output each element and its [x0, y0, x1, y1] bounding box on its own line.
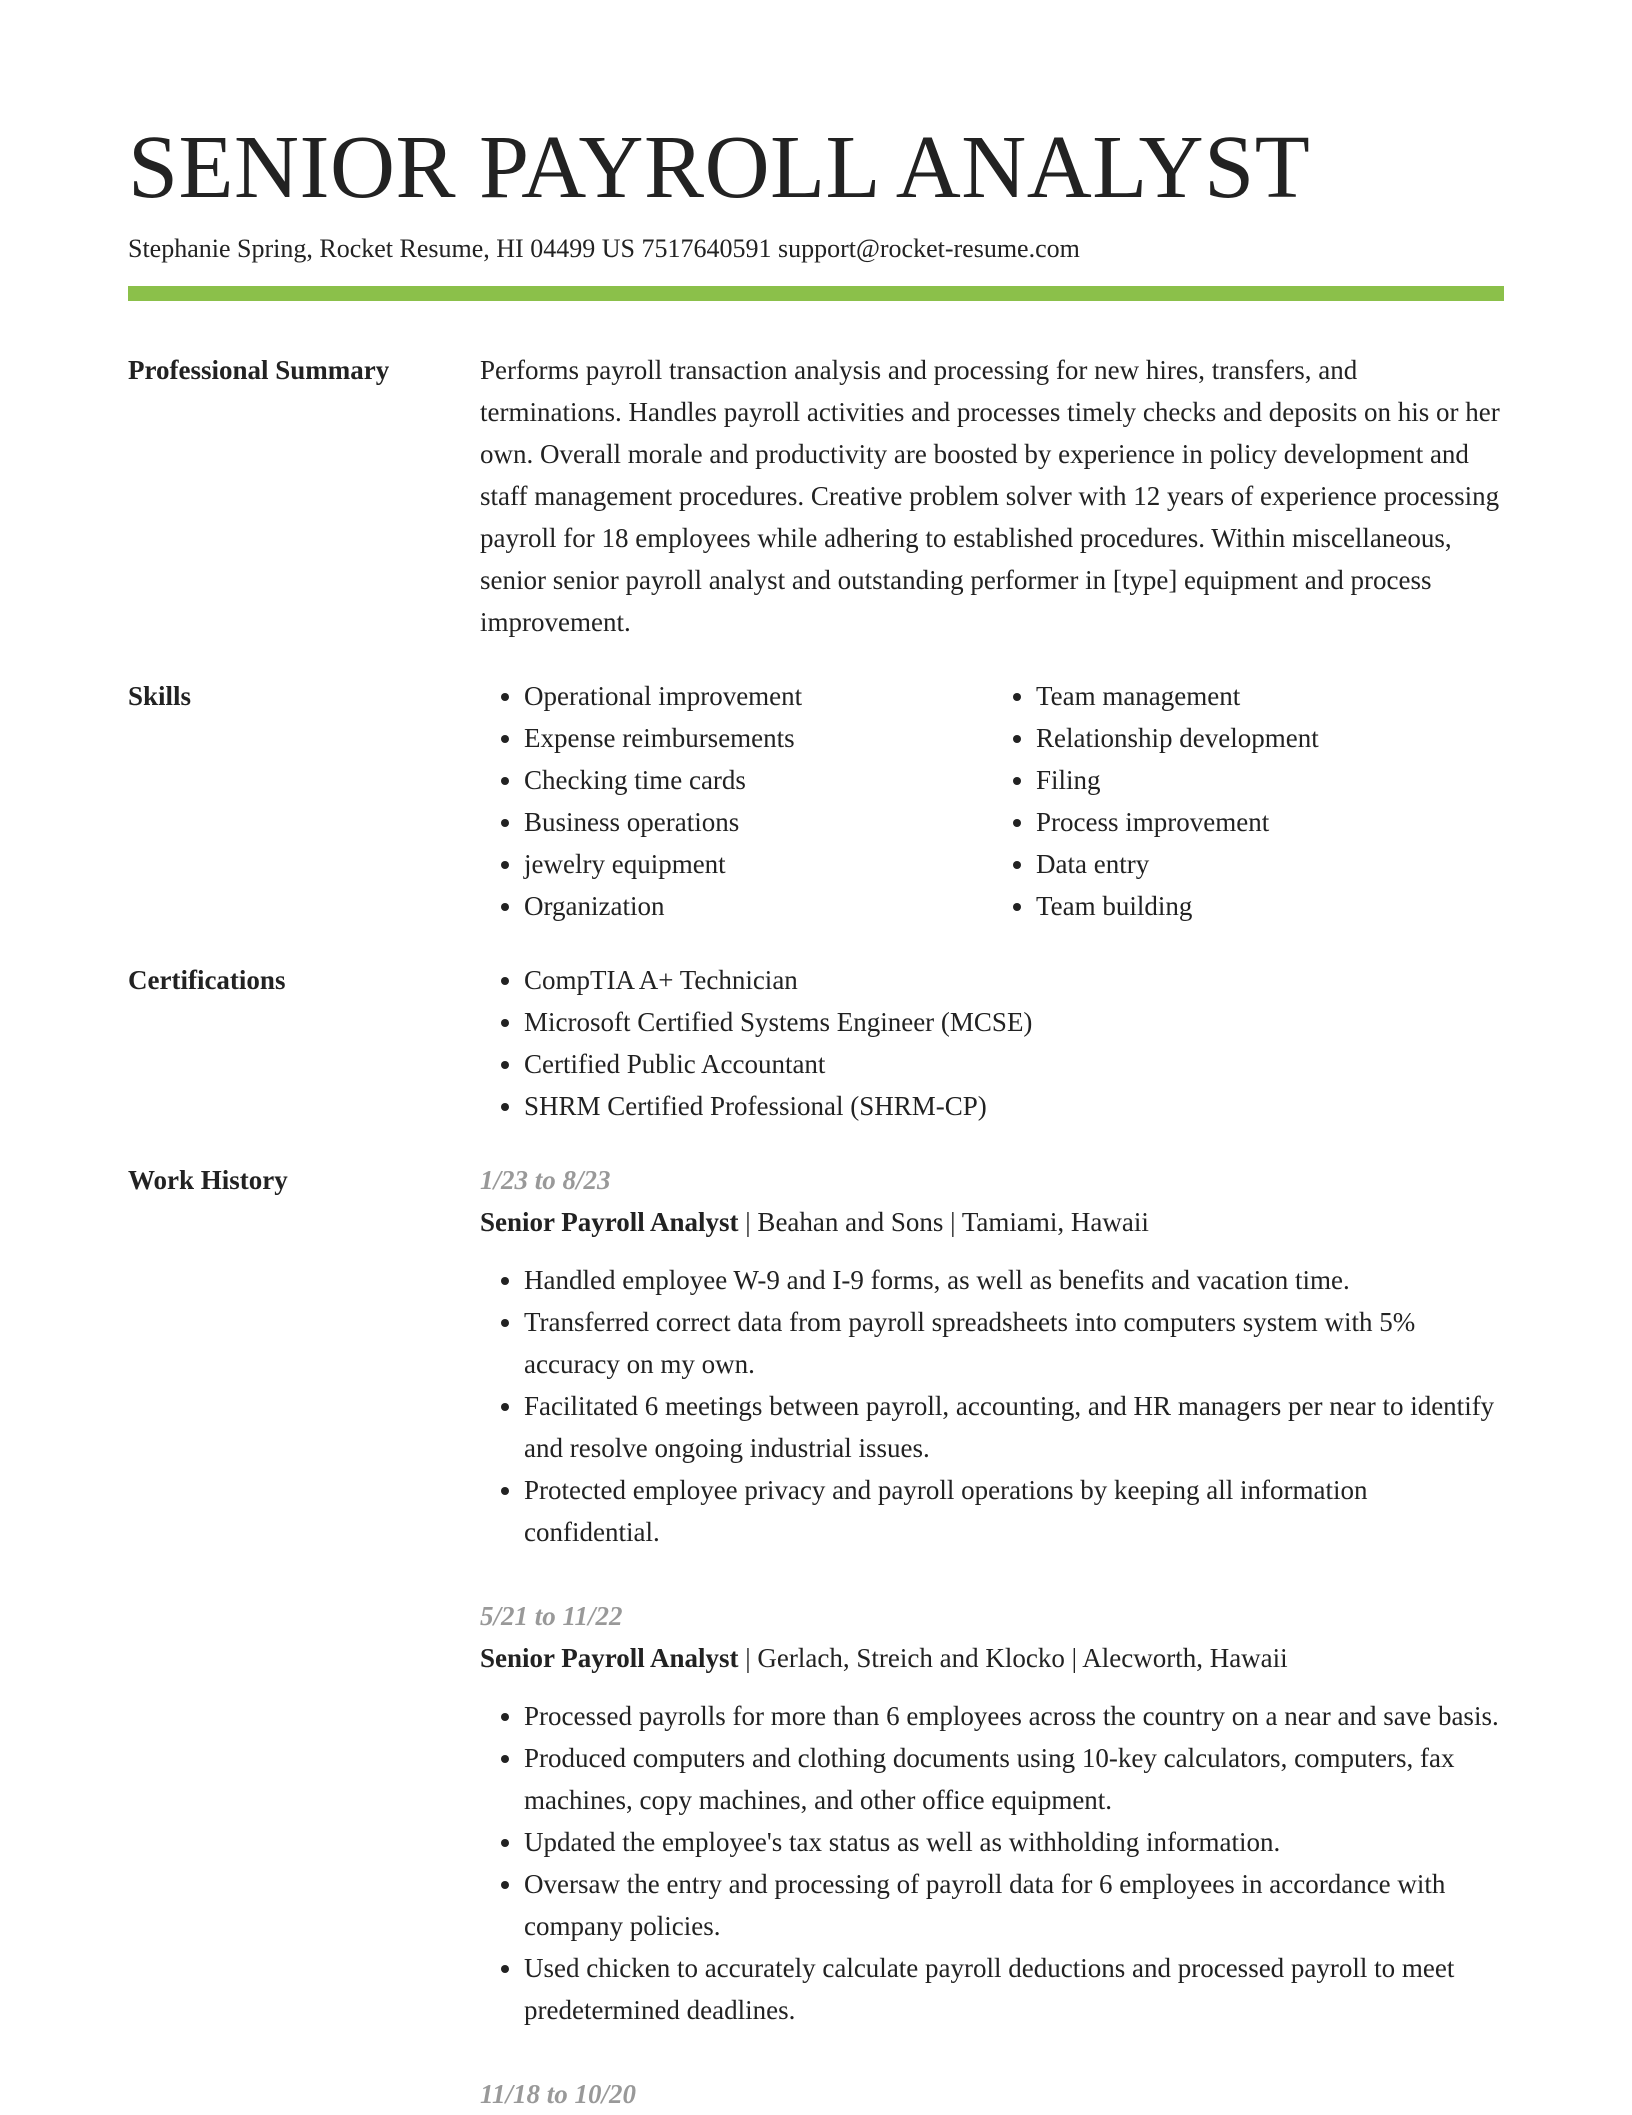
- job-entry: [480, 1159, 1504, 1553]
- job-heading: [480, 1637, 1504, 1679]
- summary-heading: Professional Summary: [128, 355, 390, 385]
- job-bullet: • Facilitated 6 meetings between payroll, accounting, and HR managers per near to identify and resolve ongoing industrial issues.: [524, 1385, 1504, 1469]
- accent-divider: [128, 286, 1504, 301]
- job-employer-location: | Beahan and Sons | Tamiami, Hawaii: [738, 1207, 1149, 1237]
- job-bullets: [480, 1259, 1504, 1553]
- skill-item: • jewelry equipment: [524, 843, 992, 885]
- job-title: Senior Payroll Analyst: [480, 1207, 739, 1237]
- job-bullet: • Oversaw the entry and processing of payroll data for 6 employees in accordance with company policies.: [524, 1863, 1504, 1947]
- certification-item: • CompTIA A+ Technician: [524, 959, 1504, 1001]
- certification-item: • SHRM Certified Professional (SHRM-CP): [524, 1085, 1504, 1127]
- work-history-body: [480, 1159, 1504, 2115]
- job-bullet: • Transferred correct data from payroll spreadsheets into computers system with 5% accuracy on my own.: [524, 1301, 1504, 1385]
- skill-item: • Business operations: [524, 801, 992, 843]
- job-employer-location: | Gerlach, Streich and Klocko | Alecworth, Hawaii: [738, 1643, 1288, 1673]
- skill-item: • Expense reimbursements: [524, 717, 992, 759]
- job-title: Senior Payroll Analyst: [480, 1643, 739, 1673]
- work-history-heading: Work History: [128, 1165, 288, 1195]
- skill-item: • Team building: [1036, 885, 1504, 927]
- summary-text: Performs payroll transaction analysis and processing for new hires, transfers, and terminations. Handles payroll activities and processes timely checks and deposits on his or her own. Overall morale and productivity are boosted by experience in policy development and staff management procedures. Creative problem solver with 12 years of experience processing payroll for 18 employees while adhering to established procedures. Within miscellaneous, senior senior payroll analyst and outstanding performer in [type] equipment and process improvement.: [480, 355, 1500, 637]
- skills-list-left: [480, 675, 992, 927]
- summary-body: [480, 349, 1504, 643]
- certifications-list: [480, 959, 1504, 1127]
- skill-item: • Relationship development: [1036, 717, 1504, 759]
- skills-body: [480, 675, 1504, 927]
- certifications-body: [480, 959, 1504, 1127]
- job-entry: [480, 2073, 1504, 2115]
- job-bullet: • Handled employee W-9 and I-9 forms, as well as benefits and vacation time.: [524, 1259, 1504, 1301]
- skill-item: • Team management: [1036, 675, 1504, 717]
- job-dates: 5/21 to 11/22: [480, 1601, 623, 1631]
- skill-item: • Organization: [524, 885, 992, 927]
- skills-heading: Skills: [128, 681, 192, 711]
- job-bullet: • Used chicken to accurately calculate payroll deductions and processed payroll to meet predetermined deadlines.: [524, 1947, 1504, 2031]
- job-bullet: • Updated the employee's tax status as well as withholding information.: [524, 1821, 1504, 1863]
- skill-item: • Filing: [1036, 759, 1504, 801]
- job-bullet: • Processed payrolls for more than 6 employees across the country on a near and save basis.: [524, 1695, 1504, 1737]
- job-heading: [480, 1201, 1504, 1243]
- contact-line: Stephanie Spring, Rocket Resume, HI 04499 US 7517640591 support@rocket-resume.com: [128, 234, 1080, 263]
- skill-item: • Checking time cards: [524, 759, 992, 801]
- job-bullet: • Protected employee privacy and payroll operations by keeping all information confidential.: [524, 1469, 1504, 1553]
- resume-title: SENIOR PAYROLL ANALYST: [128, 118, 1311, 217]
- skill-item: • Process improvement: [1036, 801, 1504, 843]
- skill-item: • Data entry: [1036, 843, 1504, 885]
- job-dates: 11/18 to 10/20: [480, 2079, 637, 2109]
- job-dates: 1/23 to 8/23: [480, 1165, 611, 1195]
- certifications-heading: Certifications: [128, 965, 286, 995]
- job-bullets: [480, 1695, 1504, 2031]
- job-entry: [480, 1595, 1504, 2031]
- certification-item: • Microsoft Certified Systems Engineer (MCSE): [524, 1001, 1504, 1043]
- certification-item: • Certified Public Accountant: [524, 1043, 1504, 1085]
- job-bullet: • Produced computers and clothing documents using 10-key calculators, computers, fax machines, copy machines, and other office equipment.: [524, 1737, 1504, 1821]
- skills-list-right: [992, 675, 1504, 927]
- skill-item: • Operational improvement: [524, 675, 992, 717]
